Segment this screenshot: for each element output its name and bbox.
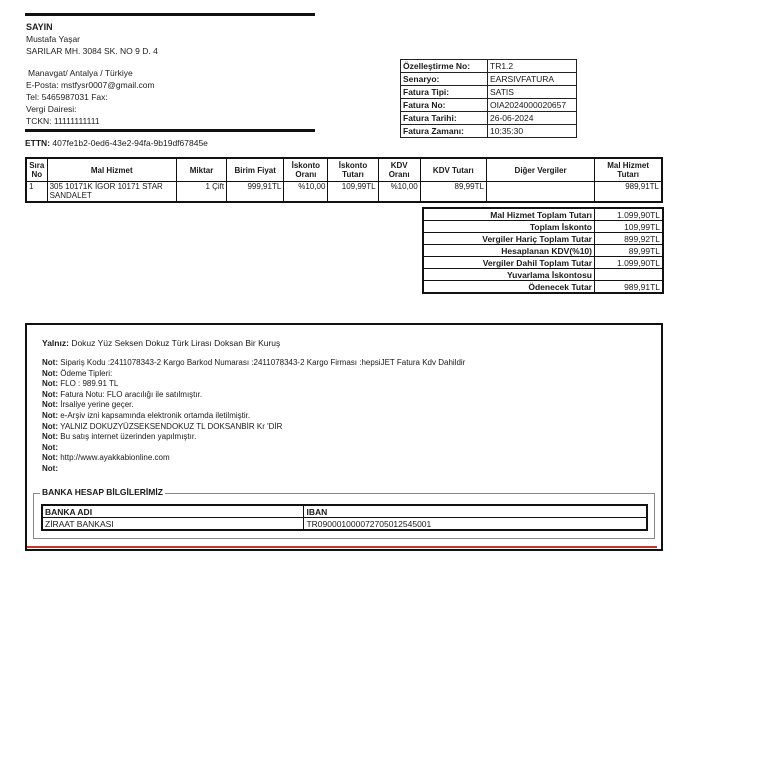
- meta-key: Senaryo:: [401, 73, 488, 86]
- yalniz-text: Dokuz Yüz Seksen Dokuz Türk Lirası Doksan Bir Kuruş: [71, 338, 281, 348]
- cell-mal-hizmet-tutari: 989,91TL: [595, 182, 662, 203]
- meta-row: [401, 99, 577, 112]
- meta-row: [401, 60, 577, 73]
- cell-diger-vergiler: [486, 182, 594, 203]
- col-header: İskonto Tutarı: [328, 158, 378, 182]
- note-text: Bu satış internet üzerinden yapılmıştır.: [60, 432, 197, 442]
- table-row: [26, 182, 662, 203]
- note-text: YALNIZ DOKUZYÜZSEKSENDOKUZ TL DOKSANBİR Kr 'DİR: [60, 421, 283, 431]
- col-header: Sıra No: [26, 158, 47, 182]
- yalniz-label: Yalnız:: [42, 338, 69, 348]
- totals-value: 989,91TL: [595, 281, 664, 294]
- note-line: [42, 411, 465, 422]
- totals-row: [423, 233, 663, 245]
- buyer-name: Mustafa Yaşar: [26, 34, 81, 44]
- meta-value: OIA2024000020657: [488, 99, 577, 112]
- note-label: Not:: [42, 400, 58, 410]
- totals-key: Hesaplanan KDV(%10): [423, 245, 595, 257]
- bank-table: [41, 504, 648, 531]
- note-line: [42, 432, 465, 443]
- bank-name: ZİRAAT BANKASI: [42, 518, 304, 531]
- meta-row: [401, 112, 577, 125]
- note-line: [42, 464, 465, 475]
- col-header: Birim Fiyat: [227, 158, 284, 182]
- buyer-tckn: TCKN: 11111111111: [26, 116, 100, 126]
- cell-iskonto-tutari: 109,99TL: [328, 182, 378, 203]
- note-text: Fatura Notu: FLO aracılığı ile satılmıştır.: [60, 389, 203, 399]
- col-header: Diğer Vergiler: [486, 158, 594, 182]
- col-header: Miktar: [176, 158, 226, 182]
- note-line: [42, 443, 465, 454]
- note-line: [42, 390, 465, 401]
- buyer-phone: Tel: 5465987031 Fax:: [26, 92, 108, 102]
- cell-iskonto-orani: %10,00: [284, 182, 328, 203]
- meta-key: Fatura Tipi:: [401, 86, 488, 99]
- buyer-city: Manavgat/ Antalya / Türkiye: [28, 68, 133, 78]
- note-line: [42, 422, 465, 433]
- totals-key: Vergiler Hariç Toplam Tutar: [423, 233, 595, 245]
- buyer-street: SARILAR MH. 3084 SK. NO 9 D. 4: [26, 46, 158, 56]
- buyer-tax-office: Vergi Dairesi:: [26, 104, 77, 114]
- totals-row: [423, 221, 663, 233]
- buyer-email: E-Posta: mstfysr0007@gmail.com: [26, 80, 155, 90]
- ettn-line: [25, 138, 208, 148]
- bank-col-header: BANKA ADI: [42, 505, 304, 518]
- ettn-value: 407fe1b2-0ed6-43e2-94fa-9b19df67845e: [52, 138, 208, 148]
- iban-col-header: IBAN: [304, 505, 647, 518]
- note-line: [42, 453, 465, 464]
- items-header-row: [26, 158, 662, 182]
- amount-in-words: [42, 338, 280, 348]
- cell-birim-fiyat: 999,91TL: [227, 182, 284, 203]
- meta-row: [401, 73, 577, 86]
- meta-value: 26-06-2024: [488, 112, 577, 125]
- meta-row: [401, 125, 577, 138]
- cell-mal-hizmet: 305 10171K İGOR 10171 STAR SANDALET: [47, 182, 176, 203]
- totals-value: 89,99TL: [595, 245, 664, 257]
- totals-value: 1.099,90TL: [595, 208, 664, 221]
- note-text: e-Arşiv izni kapsamında elektronik ortamda iletilmiştir.: [60, 410, 251, 420]
- notes-list: [42, 358, 465, 475]
- note-label: Not:: [42, 442, 58, 452]
- totals-key: Yuvarlama İskontosu: [423, 269, 595, 281]
- cell-kdv-orani: %10,00: [378, 182, 420, 203]
- meta-value: TR1.2: [488, 60, 577, 73]
- ettn-label: ETTN:: [25, 138, 51, 148]
- totals-table: [422, 207, 664, 294]
- notes-box: [25, 323, 663, 551]
- meta-key: Özelleştirme No:: [401, 60, 488, 73]
- cell-miktar: 1 Çift: [176, 182, 226, 203]
- invoice-meta-table: [400, 59, 577, 138]
- totals-value: 109,99TL: [595, 221, 664, 233]
- note-line: [42, 358, 465, 369]
- note-label: Not:: [42, 432, 58, 442]
- meta-value: SATIS: [488, 86, 577, 99]
- bank-info-title: BANKA HESAP BİLGİLERİMİZ: [42, 487, 163, 497]
- note-label: Not:: [42, 453, 58, 463]
- note-label: Not:: [42, 410, 58, 420]
- meta-key: Fatura No:: [401, 99, 488, 112]
- meta-row: [401, 86, 577, 99]
- iban-value: TR090001000072705012545001: [304, 518, 647, 531]
- totals-value: [595, 269, 664, 281]
- note-line: [42, 400, 465, 411]
- col-header: Mal Hizmet: [47, 158, 176, 182]
- meta-value: 10:35:30: [488, 125, 577, 138]
- footer-red-rule: [27, 546, 657, 548]
- totals-key: Vergiler Dahil Toplam Tutar: [423, 257, 595, 269]
- totals-row: [423, 269, 663, 281]
- note-label: Not:: [42, 368, 58, 378]
- note-text: FLO : 989.91 TL: [60, 379, 119, 389]
- col-header: KDV Tutarı: [420, 158, 486, 182]
- bank-info-fieldset: [33, 487, 655, 539]
- totals-row: [423, 208, 663, 221]
- note-text: Ödeme Tipleri:: [60, 368, 113, 378]
- buyer-address: [26, 21, 158, 127]
- cell-sira: 1: [26, 182, 47, 203]
- totals-row: [423, 257, 663, 269]
- totals-row: [423, 245, 663, 257]
- top-rule: [25, 13, 315, 16]
- note-line: [42, 369, 465, 380]
- table-row: [42, 518, 647, 531]
- totals-key: Mal Hizmet Toplam Tutarı: [423, 208, 595, 221]
- note-label: Not:: [42, 358, 58, 367]
- totals-value: 1.099,90TL: [595, 257, 664, 269]
- totals-value: 899,92TL: [595, 233, 664, 245]
- note-line: [42, 379, 465, 390]
- note-text: İrsaliye yerine geçer.: [60, 400, 134, 410]
- cell-kdv-tutari: 89,99TL: [420, 182, 486, 203]
- col-header: İskonto Oranı: [284, 158, 328, 182]
- col-header: Mal Hizmet Tutarı: [595, 158, 662, 182]
- buyer-salutation: SAYIN: [26, 22, 53, 32]
- totals-key: Toplam İskonto: [423, 221, 595, 233]
- meta-key: Fatura Tarihi:: [401, 112, 488, 125]
- note-label: Not:: [42, 421, 58, 431]
- bank-header-row: [42, 505, 647, 518]
- note-text: Sipariş Kodu :2411078343-2 Kargo Barkod Numarası :2411078343-2 Kargo Firması :hepsiJET Fatura Kdv Dahildir: [60, 358, 466, 367]
- meta-value: EARSIVFATURA: [488, 73, 577, 86]
- totals-row: [423, 281, 663, 294]
- meta-key: Fatura Zamanı:: [401, 125, 488, 138]
- col-header: KDV Oranı: [378, 158, 420, 182]
- note-label: Not:: [42, 463, 58, 473]
- note-label: Not:: [42, 389, 58, 399]
- note-text: http://www.ayakkabionline.com: [60, 453, 170, 463]
- note-label: Not:: [42, 379, 58, 389]
- address-bottom-rule: [25, 129, 315, 132]
- totals-key: Ödenecek Tutar: [423, 281, 595, 294]
- items-table: [25, 157, 663, 203]
